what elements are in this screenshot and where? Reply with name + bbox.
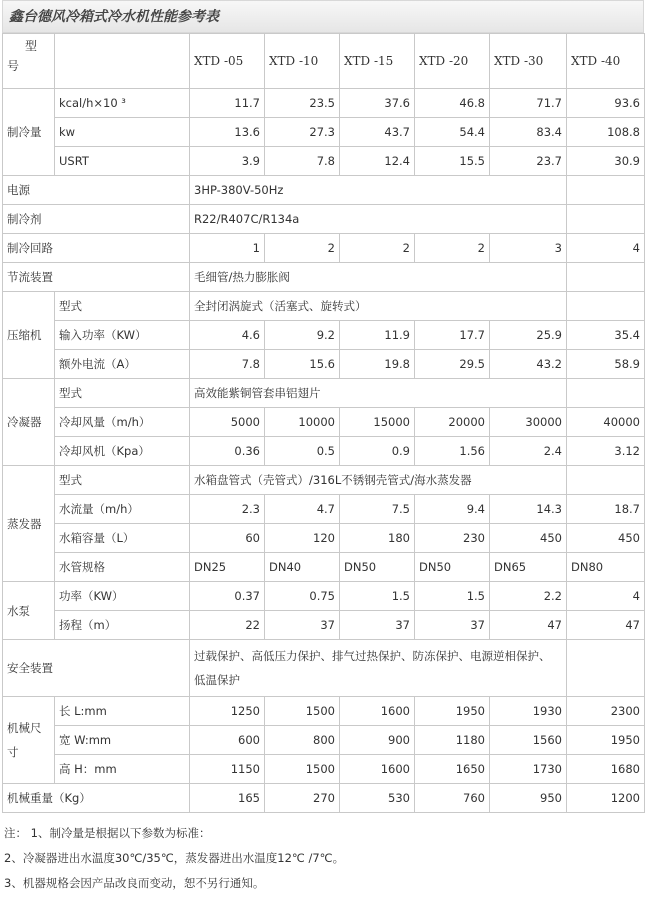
cell-value: 54.4 [415,118,490,147]
table-row [3,755,645,784]
row-label: 扬程（m） [55,611,190,640]
footnote: 3、机器规格会因产品改良而变动，恕不另行通知。 [4,876,265,890]
table-row [3,553,645,582]
cell-value: 35.4 [567,321,645,350]
row-label: 型式 [55,292,190,321]
cell-value: DN80 [567,553,645,582]
row-label: 节流装置 [3,263,190,292]
cell-value: DN25 [190,553,265,582]
model-header: XTD -20 [415,34,490,89]
cell-value: 1950 [415,697,490,726]
cell-value: 450 [490,524,567,553]
group-cooling: 制冷量 [3,89,55,176]
cell-value: 1600 [340,697,415,726]
row-label: 机械重量（Kg） [3,784,190,813]
cell-value: 1950 [567,726,645,755]
cell-value: 950 [490,784,567,813]
row-label: 功率（KW） [55,582,190,611]
table-row [3,118,645,147]
row-label: 制冷回路 [3,234,190,263]
footnote: 2、冷凝器进出水温度30℃/35℃，蒸发器进出水温度12℃ /7℃。 [4,851,345,865]
cell-blank [567,466,645,495]
cell-value: 4 [567,582,645,611]
row-label: 宽 W:mm [55,726,190,755]
row-label: 高 H：mm [55,755,190,784]
cell-value: 高效能紫铜管套串铝翅片 [190,379,567,408]
model-header: XTD -15 [340,34,415,89]
cell-blank [567,379,645,408]
cell-blank [567,205,645,234]
row-label: kw [55,118,190,147]
cell-value: 1200 [567,784,645,813]
cell-value: 11.7 [190,89,265,118]
cell-value: 230 [415,524,490,553]
footnote: 注： 1、制冷量是根据以下参数为标准： [4,826,211,840]
group-dimensions [3,697,55,784]
cell-value: 22 [190,611,265,640]
table-row [3,726,645,755]
table-row [3,524,645,553]
cell-value: 18.7 [567,495,645,524]
cell-value: 47 [567,611,645,640]
cell-value: 37.6 [340,89,415,118]
cell-value: 71.7 [490,89,567,118]
cell-blank [567,640,645,697]
table-row [3,234,645,263]
cell-value: DN65 [490,553,567,582]
row-label: 型式 [55,379,190,408]
cell-value: 43.2 [490,350,567,379]
cell-value: 46.8 [415,89,490,118]
group-pump: 水泵 [3,582,55,640]
cell-value: 15.5 [415,147,490,176]
cell-value: 2 [415,234,490,263]
cell-value: 9.4 [415,495,490,524]
table-row [3,321,645,350]
cell-value: 7.8 [265,147,340,176]
cell-value: 270 [265,784,340,813]
cell-value: 23.7 [490,147,567,176]
cell-value: 水箱盘管式（壳管式）/316L不锈钢壳管式/海水蒸发器 [190,466,567,495]
cell-value: 3.12 [567,437,645,466]
cell-value: 1.5 [340,582,415,611]
cell-value: 9.2 [265,321,340,350]
row-label: 水箱容量（L） [55,524,190,553]
row-label: 冷却风机（Kpa） [55,437,190,466]
dimensions-label-line-2: 寸 [7,745,19,759]
cell-value: 1 [190,234,265,263]
cell-value: 2 [265,234,340,263]
group-condenser: 冷凝器 [3,379,55,466]
table-row [3,263,645,292]
model-header: XTD -30 [490,34,567,89]
cell-value: 15.6 [265,350,340,379]
cell-value: 37 [340,611,415,640]
cell-value: 0.37 [190,582,265,611]
cell-value: 93.6 [567,89,645,118]
cell-value: 1500 [265,755,340,784]
row-label: 型式 [55,466,190,495]
cell-value: 83.4 [490,118,567,147]
cell-value: 19.8 [340,350,415,379]
cell-value: 12.4 [340,147,415,176]
header-blank [55,34,190,89]
model-header: XTD -10 [265,34,340,89]
cell-blank [567,263,645,292]
cell-value: 450 [567,524,645,553]
cell-value: 108.8 [567,118,645,147]
model-header: XTD -40 [567,34,645,89]
cell-value: 27.3 [265,118,340,147]
table-row [3,437,645,466]
cell-value: 1.56 [415,437,490,466]
row-label: 水管规格 [55,553,190,582]
table-row [3,466,645,495]
cell-value: 800 [265,726,340,755]
row-label: 安全装置 [3,640,190,697]
dimensions-label-line-1: 机械尺 [7,721,42,735]
cell-value: 25.9 [490,321,567,350]
cell-value: 13.6 [190,118,265,147]
cell-value: 30.9 [567,147,645,176]
row-label: USRT [55,147,190,176]
row-label: 额外电流（A） [55,350,190,379]
cell-value: 37 [265,611,340,640]
cell-value: 0.5 [265,437,340,466]
model-label-top: 型 [25,39,38,53]
cell-value: 10000 [265,408,340,437]
table-row [3,408,645,437]
row-label: 制冷剂 [3,205,190,234]
safety-line-1: 过载保护、高低压力保护、排气过热保护、防冻保护、电源逆相保护、 [194,649,551,663]
cell-value: 3HP-380V-50Hz [190,176,567,205]
cell-value: 3.9 [190,147,265,176]
model-label-bottom: 号 [7,59,20,73]
cell-value: R22/R407C/R134a [190,205,567,234]
cell-value: 4.7 [265,495,340,524]
cell-value: 2.3 [190,495,265,524]
cell-value: 165 [190,784,265,813]
cell-value: 47 [490,611,567,640]
cell-blank [567,292,645,321]
cell-value: 2.4 [490,437,567,466]
table-row [3,379,645,408]
cell-value: 1600 [340,755,415,784]
cell-value: 1.5 [415,582,490,611]
cell-value: 4.6 [190,321,265,350]
table-row [3,697,645,726]
cell-value: 1730 [490,755,567,784]
cell-value: 2.2 [490,582,567,611]
cell-value: 毛细管/热力膨胀阀 [190,263,567,292]
cell-value: 17.7 [415,321,490,350]
table-row [3,582,645,611]
row-label: 电源 [3,176,190,205]
cell-value: 37 [415,611,490,640]
table-row [3,350,645,379]
cell-value: 900 [340,726,415,755]
cell-value: 40000 [567,408,645,437]
cell-value: 30000 [490,408,567,437]
row-label: 水流量（m/h） [55,495,190,524]
footnotes [4,822,344,897]
cell-value: 1180 [415,726,490,755]
cell-value: 600 [190,726,265,755]
table-row [3,205,645,234]
cell-value: 0.36 [190,437,265,466]
cell-value: 7.5 [340,495,415,524]
cell-value: DN50 [340,553,415,582]
row-label: kcal/h×10 ³ [55,89,190,118]
group-compressor: 压缩机 [3,292,55,379]
cell-value: 29.5 [415,350,490,379]
cell-value: 2300 [567,697,645,726]
table-row [3,784,645,813]
cell-value: 23.5 [265,89,340,118]
cell-value: 4 [567,234,645,263]
model-header: XTD -05 [190,34,265,89]
table-row [3,176,645,205]
table-row [3,640,645,697]
cell-value: 全封闭涡旋式（活塞式、旋转式） [190,292,567,321]
cell-value: 11.9 [340,321,415,350]
cell-value: 5000 [190,408,265,437]
cell-value: DN50 [415,553,490,582]
cell-value: 1150 [190,755,265,784]
cell-value: 1650 [415,755,490,784]
cell-value: 0.9 [340,437,415,466]
model-label-cell [3,34,55,89]
cell-value: 1930 [490,697,567,726]
cell-value: 1680 [567,755,645,784]
row-label: 输入功率（KW） [55,321,190,350]
cell-value: 1500 [265,697,340,726]
cell-value: 3 [490,234,567,263]
cell-value: 43.7 [340,118,415,147]
cell-value: 60 [190,524,265,553]
row-label: 冷却风量（m/h） [55,408,190,437]
cell-value: 7.8 [190,350,265,379]
cell-value: 530 [340,784,415,813]
cell-value: 120 [265,524,340,553]
cell-value: 20000 [415,408,490,437]
header-row [3,34,645,89]
row-label: 长 L:mm [55,697,190,726]
cell-value: 14.3 [490,495,567,524]
cell-value [190,640,567,697]
safety-line-2: 低温保护 [194,673,240,687]
spec-table [2,33,645,813]
table-row [3,147,645,176]
table-row [3,89,645,118]
cell-value: 760 [415,784,490,813]
cell-value: DN40 [265,553,340,582]
cell-blank [567,176,645,205]
cell-value: 58.9 [567,350,645,379]
cell-value: 15000 [340,408,415,437]
cell-value: 180 [340,524,415,553]
table-row [3,292,645,321]
cell-value: 2 [340,234,415,263]
cell-value: 1560 [490,726,567,755]
cell-value: 0.75 [265,582,340,611]
group-evaporator: 蒸发器 [3,466,55,582]
table-title: 鑫台德风冷箱式冷水机性能参考表 [2,0,644,33]
table-row [3,495,645,524]
cell-value: 1250 [190,697,265,726]
table-row [3,611,645,640]
